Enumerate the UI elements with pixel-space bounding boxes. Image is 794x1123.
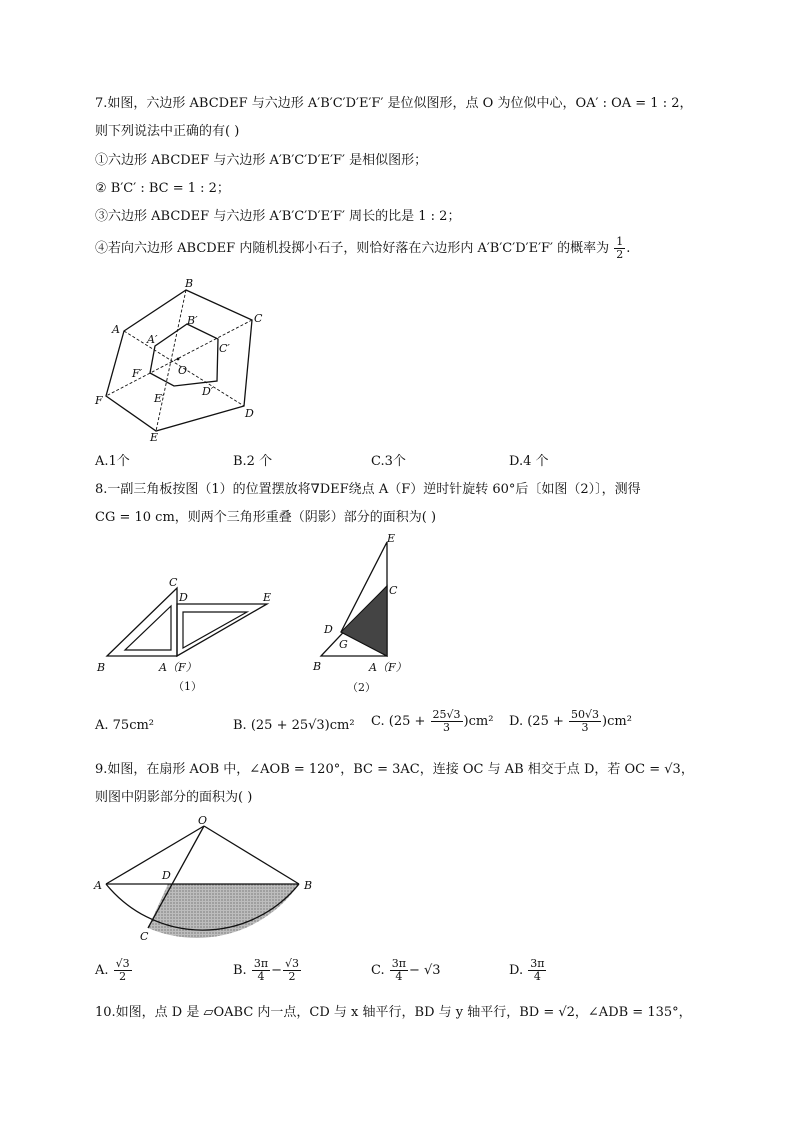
q9-b-den2: 2 [288,970,296,983]
fig2-label-D: D [324,623,333,636]
label-A: A [112,323,120,336]
fig1-label-D: D [179,591,188,604]
label-C1: C′ [219,342,230,355]
q9-d-den: 4 [533,970,541,983]
q9-c-pre: C. [371,963,385,978]
q8-d-fraction [569,709,601,734]
q8-option-a[interactable]: A. 75cm² [95,718,155,733]
q8-stem-line2: CG = 10 cm，则两个三角形重叠（阴影）部分的面积为( ) [95,510,437,525]
q9-stem-line1: 9.如图，在扇形 AOB 中，∠AOB = 120°，BC = 3AC，连接 OC 与 AB 相交于点 D，若 OC = √3， [95,762,694,777]
label-O: O [178,364,188,377]
q9-a-num: √3 [115,957,130,970]
q9-a-den: 2 [119,970,127,983]
q9-b-pre: B. [233,963,247,978]
q8-d-den: 3 [581,721,589,734]
q8-figure-1 [95,574,280,696]
label-D1: D′ [202,385,214,398]
fig1-label-E: E [263,591,272,604]
q7-statement-2: ② B′C′ : BC = 1 : 2； [95,181,230,196]
q10-stem-line1: 10.如图，点 D 是 ▱OABC 内一点，CD 与 x 轴平行，BD 与 y 轴平行，BD = √2，∠ADB = 135°， [95,1005,692,1020]
label-C: C [254,312,263,325]
q8-figure-2 [307,532,427,698]
q8-c-fraction [431,709,463,734]
fig1-caption: （1） [173,680,202,693]
q7-statement-4-text: ④若向六边形 ABCDEF 内随机投掷小石子，则恰好落在六边形内 A′B′C′D′E′F′ 的概率为 [95,241,610,256]
label-D: D [245,407,254,420]
q8-c-num: 25√3 [432,708,461,721]
q9-label-C: C [140,930,149,943]
q9-c-post: − √3 [409,963,441,978]
q9-stem-line2: 则图中阴影部分的面积为( ) [95,790,253,805]
q9-b-num1: 3π [253,957,269,970]
q7-stem-line2: 则下列说法中正确的有( ) [95,124,240,139]
label-B: B [185,277,194,290]
label-F: F [95,394,103,407]
fig2-caption: （2） [347,681,376,694]
q7-statement-4 [95,236,630,261]
fig2-label-C: C [389,584,398,597]
label-B1: B′ [187,314,198,327]
fig2-label-B: B [313,660,322,673]
q7-statement-3: ③六边形 ABCDEF 与六边形 A′B′C′D′E′F′ 周长的比是 1 : 2； [95,209,461,224]
q8-c-den: 3 [443,721,451,734]
q8-d-num: 50√3 [571,708,600,721]
q9-a-pre: A. [95,963,109,978]
label-E1: E′ [154,392,165,405]
q7-hexagon-figure [92,276,272,446]
q7-statement-1: ①六边形 ABCDEF 与六边形 A′B′C′D′E′F′ 是相似图形； [95,153,428,168]
fig1-label-C: C [169,576,178,589]
q7-probability-fraction [614,236,625,261]
q8-stem-line1: 8.一副三角板按图（1）的位置摆放将∇DEF绕点 A（F）逆时针旋转 60°后〔如图（2）〕，测得 [95,482,641,497]
q8-option-b[interactable]: B. (25 + 25√3)cm² [233,718,355,733]
q7-frac-den: 2 [616,248,624,261]
q8-option-c[interactable] [371,709,493,734]
q9-b-minus: − [271,963,282,978]
q9-d-pre: D. [509,963,524,978]
q9-b-den1: 4 [257,970,265,983]
fig2-label-AF: A（F） [369,661,407,674]
q9-a-fraction [114,958,132,983]
label-A1: A′ [147,333,158,346]
q9-b-fraction1 [252,958,270,983]
q9-label-B: B [304,879,313,892]
q8-d-pre: D. (25 + [509,714,564,729]
q9-c-den: 4 [395,970,403,983]
q9-option-d[interactable] [509,958,547,983]
q8-c-post: )cm² [463,714,494,729]
fig2-label-G: G [339,638,348,651]
q9-c-fraction [390,958,408,983]
q9-b-num2: √3 [284,957,299,970]
fig2-label-E: E [387,532,396,545]
center-point [177,358,180,361]
q7-option-c[interactable]: C.3个 [371,454,406,469]
q9-option-c[interactable] [371,958,441,983]
q7-option-a[interactable]: A.1个 [95,454,130,469]
q7-option-d[interactable]: D.4 个 [509,454,549,469]
q9-sector-figure [92,812,324,946]
fig1-label-B: B [97,661,106,674]
q9-d-num: 3π [530,957,545,970]
q9-option-b[interactable] [233,958,302,983]
q7-option-b[interactable]: B.2 个 [233,454,273,469]
q7-stem-line1: 7.如图，六边形 ABCDEF 与六边形 A′B′C′D′E′F′ 是位似图形，点 O 为位似中心，OA′ : OA = 1 : 2， [95,96,693,111]
q9-d-fraction [528,958,546,983]
q9-c-num: 3π [391,957,406,970]
q8-c-pre: C. (25 + [371,714,426,729]
q8-d-post: )cm² [602,714,632,729]
q9-label-A: A [94,879,102,892]
q9-label-D: D [162,869,171,882]
q9-option-a[interactable] [95,958,133,983]
q9-label-O: O [198,814,208,827]
q8-option-d[interactable] [509,709,632,734]
q7-frac-num: 1 [616,235,624,248]
label-E: E [150,431,159,444]
fig1-label-AF: A（F） [159,661,197,674]
q7-statement-4-end: . [626,241,631,256]
outer-hexagon [106,290,252,431]
q9-b-fraction2 [283,958,301,983]
label-F1: F′ [132,367,143,380]
